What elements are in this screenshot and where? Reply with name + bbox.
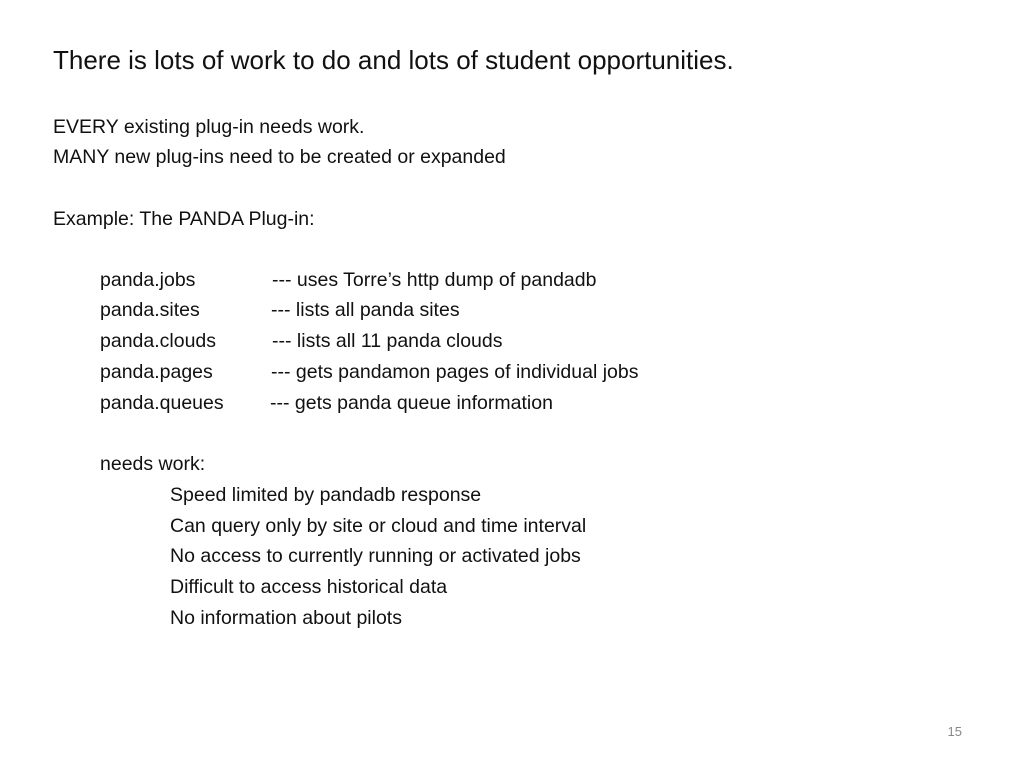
plugin-description: --- lists all panda sites [271,299,460,321]
example-heading: Example: The PANDA Plug-in: [53,208,315,230]
needs-work-item: Speed limited by pandadb response [170,484,482,506]
plugin-name: panda.queues [100,392,224,414]
plugin-name: panda.clouds [100,330,217,352]
plugin-name: panda.pages [100,361,213,383]
plugin-name: panda.jobs [100,269,196,291]
needs-work-item: Can query only by site or cloud and time interval [170,515,587,537]
plugin-description: --- gets panda queue information [270,392,553,414]
plugin-description: --- uses Torre’s http dump of pandadb [272,269,597,291]
needs-work-item: Difficult to access historical data [170,576,448,598]
intro-line-1: EVERY existing plug-in needs work. [53,116,365,138]
page-number: 15 [947,724,962,739]
needs-work-item: No information about pilots [170,607,402,629]
plugin-description: --- lists all 11 panda clouds [272,330,503,352]
intro-line-2: MANY new plug-ins need to be created or expanded [53,146,506,168]
slide-title: There is lots of work to do and lots of student opportunities. [53,45,734,75]
plugin-name: panda.sites [100,299,200,321]
needs-work-heading: needs work: [100,453,206,475]
plugin-description: --- gets pandamon pages of individual jobs [271,361,639,383]
needs-work-item: No access to currently running or activated jobs [170,545,581,567]
